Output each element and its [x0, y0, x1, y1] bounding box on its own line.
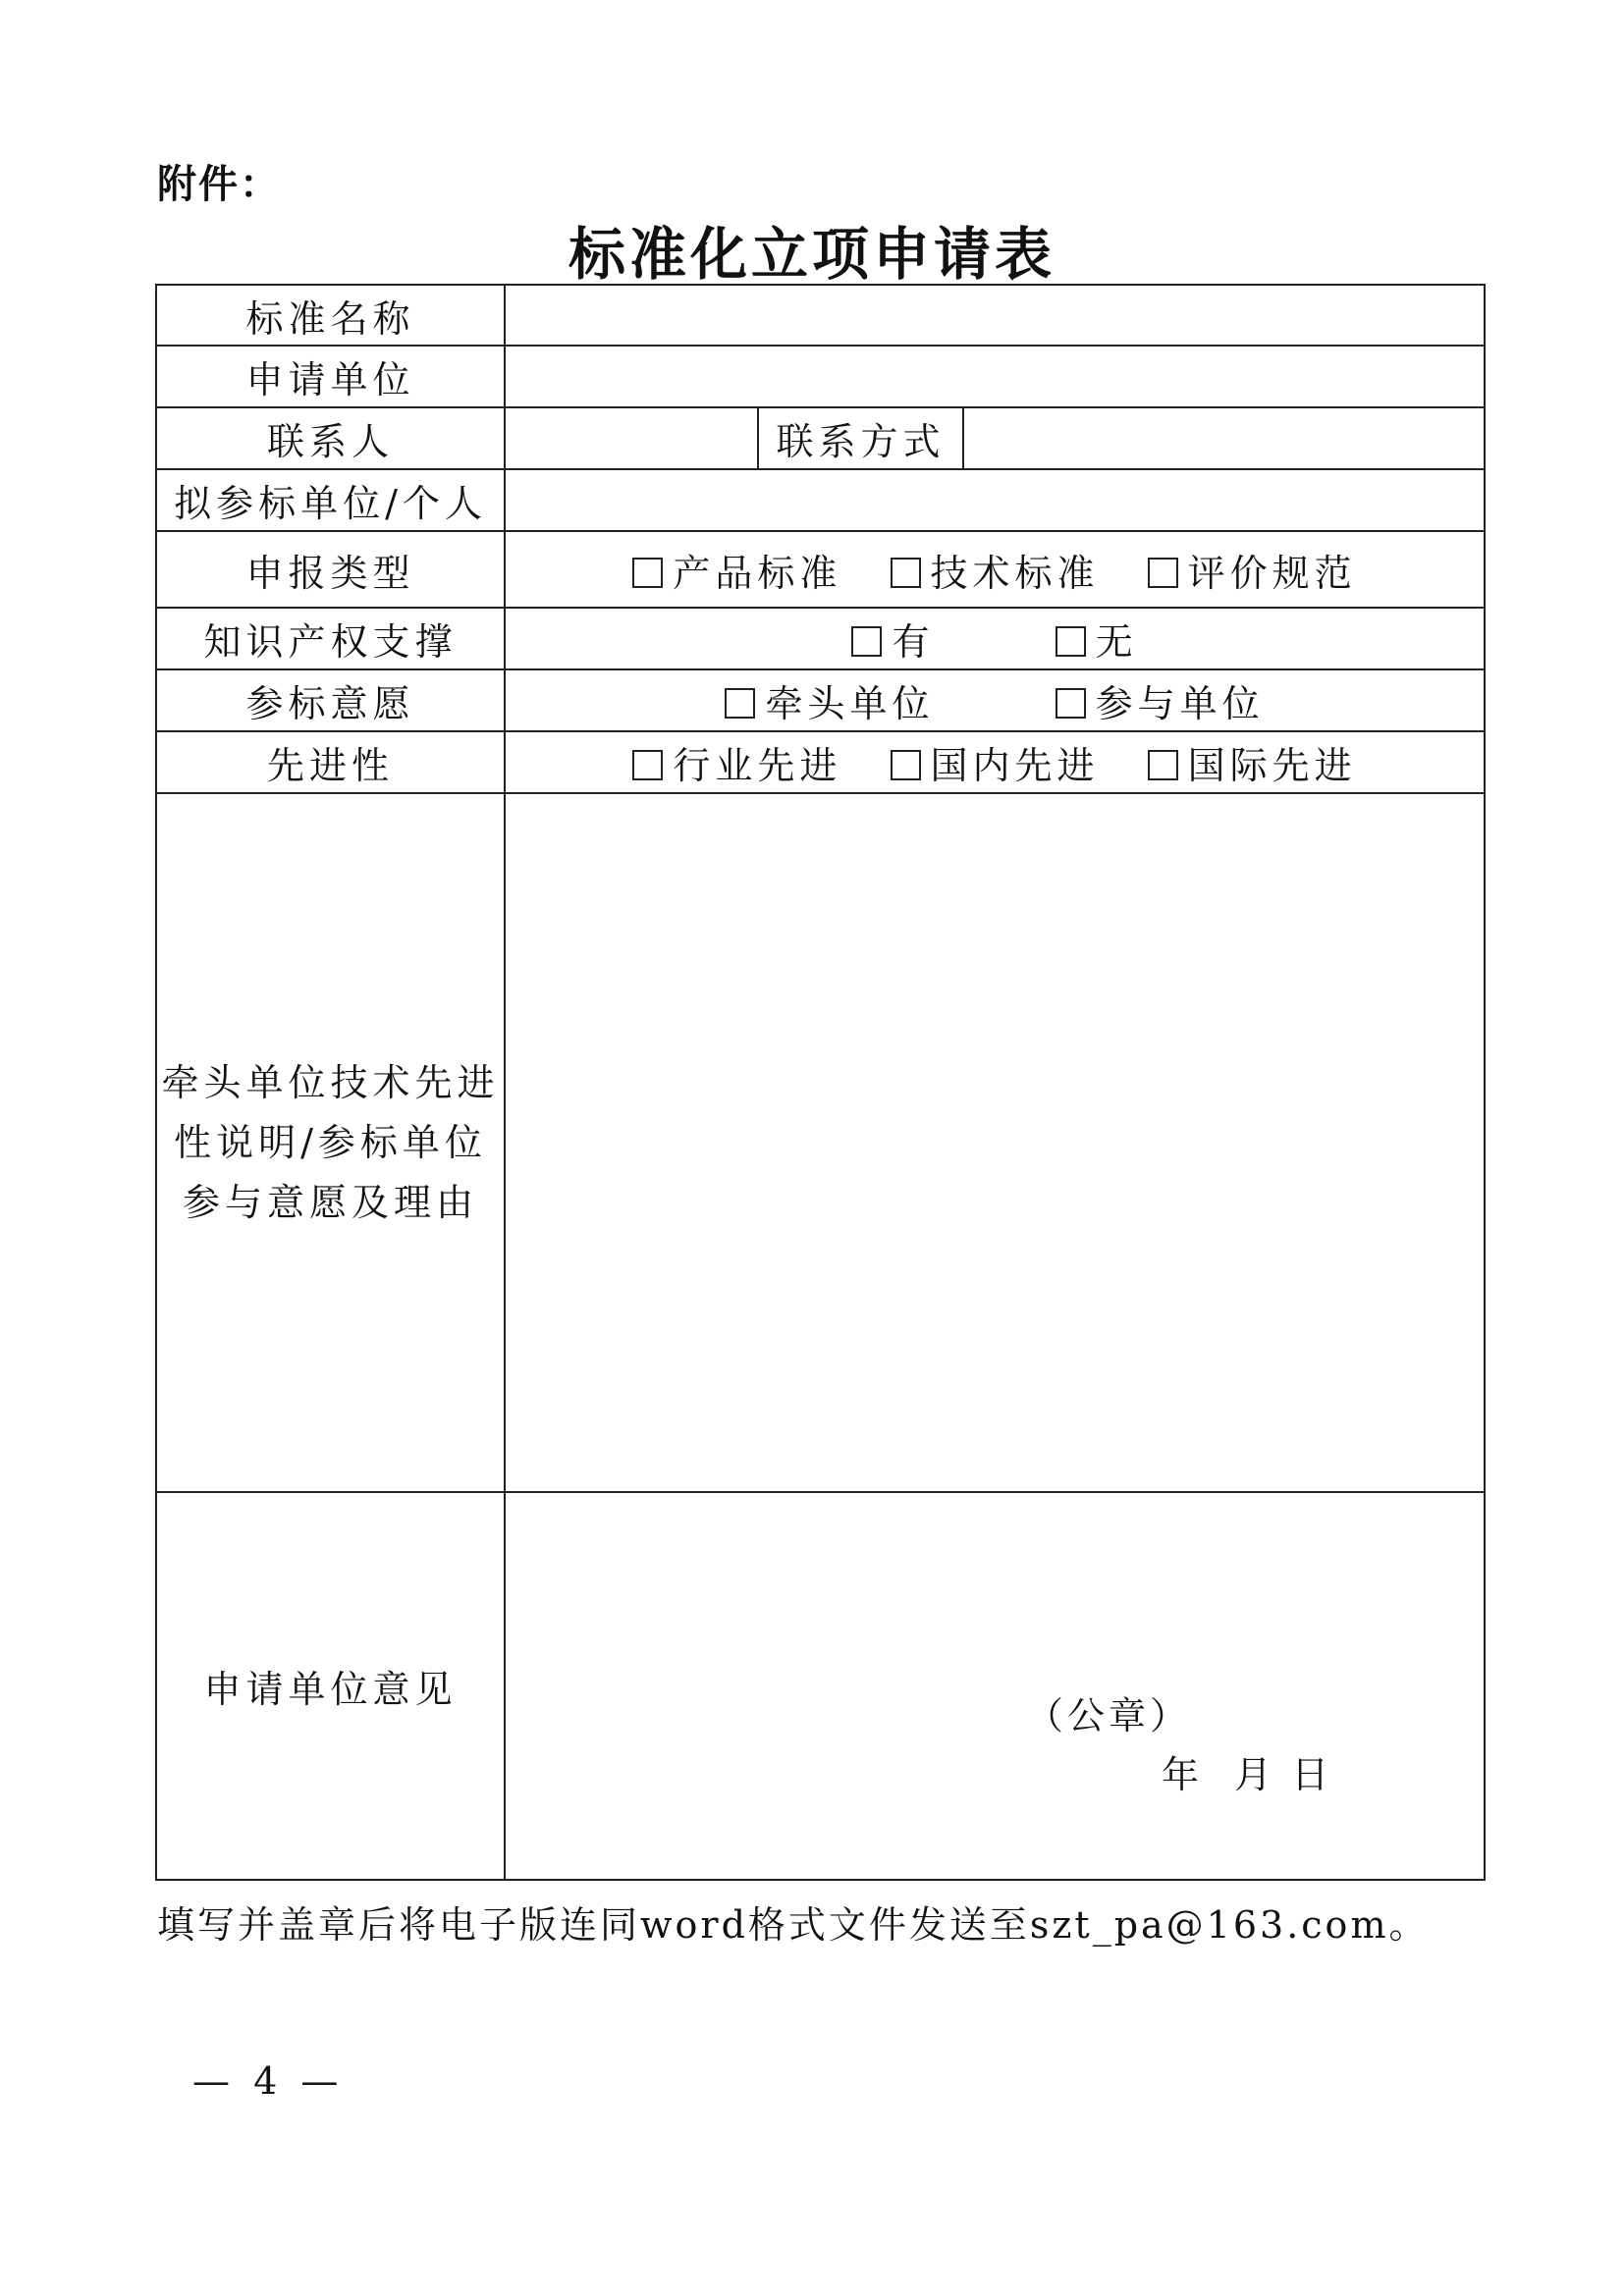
checkbox-icon[interactable]	[1148, 558, 1178, 588]
checkbox-icon[interactable]	[891, 558, 921, 588]
checkbox-icon[interactable]	[851, 626, 882, 657]
checkbox-icon[interactable]	[891, 750, 921, 780]
contact-method-field[interactable]	[963, 407, 1485, 469]
explanation-label	[156, 793, 505, 1492]
intent-options	[505, 669, 1485, 731]
attachment-label: 附件：	[157, 162, 281, 207]
ip-option-no[interactable]	[1056, 612, 1138, 666]
ip-option-yes[interactable]	[851, 612, 934, 666]
type-option-product[interactable]	[632, 543, 841, 597]
checkbox-icon[interactable]	[1148, 750, 1178, 780]
seal-placeholder: （公章）	[1026, 1694, 1192, 1737]
applicant-field[interactable]	[505, 346, 1485, 407]
row-application-type	[156, 531, 1485, 608]
row-explanation	[156, 793, 1485, 1492]
ip-option-yes-label: 有	[892, 620, 935, 664]
application-type-label: 申报类型	[156, 531, 505, 608]
row-ip-support	[156, 608, 1485, 669]
applicant-label: 申请单位	[156, 346, 505, 407]
contact-method-label: 联系方式	[758, 407, 963, 469]
intent-option-lead[interactable]	[725, 673, 934, 727]
advanced-option-international[interactable]	[1148, 735, 1357, 789]
participants-field[interactable]	[505, 469, 1485, 531]
application-type-options	[505, 531, 1485, 608]
type-option-evaluation[interactable]	[1148, 543, 1357, 597]
advanced-option-industry[interactable]	[632, 735, 841, 789]
participants-label: 拟参标单位/个人	[156, 469, 505, 531]
explanation-label-line: 牵头单位技术先进	[161, 1060, 500, 1104]
standard-name-field[interactable]	[505, 285, 1485, 346]
date-placeholder: 年 月 日	[1162, 1753, 1333, 1796]
intent-label: 参标意愿	[156, 669, 505, 731]
standard-name-label: 标准名称	[156, 285, 505, 346]
form-title: 标准化立项申请表	[568, 221, 1056, 288]
ip-support-label: 知识产权支撑	[156, 608, 505, 669]
type-option-technical-label: 技术标准	[930, 551, 1100, 595]
checkbox-icon[interactable]	[1056, 626, 1086, 657]
row-advancement	[156, 731, 1485, 793]
row-applicant	[156, 346, 1485, 407]
advanced-option-industry-label: 行业先进	[673, 744, 842, 787]
advanced-option-domestic-label: 国内先进	[930, 744, 1100, 787]
checkbox-icon[interactable]	[632, 750, 663, 780]
row-standard-name	[156, 285, 1485, 346]
applicant-opinion-field[interactable]	[505, 1492, 1485, 1880]
intent-option-lead-label: 牵头单位	[765, 682, 935, 725]
row-contact	[156, 407, 1485, 469]
intent-option-participate[interactable]	[1056, 673, 1265, 727]
row-intent	[156, 669, 1485, 731]
submission-note: 填写并盖章后将电子版连同word格式文件发送至szt_pa@163.com。	[157, 1903, 1430, 1947]
contact-person-label: 联系人	[156, 407, 505, 469]
ip-option-no-label: 无	[1095, 620, 1138, 664]
type-option-product-label: 产品标准	[673, 551, 842, 595]
application-form-table	[155, 284, 1486, 1881]
explanation-field[interactable]	[505, 793, 1485, 1492]
advanced-option-international-label: 国际先进	[1187, 744, 1357, 787]
page-number: — 4 —	[192, 2059, 345, 2103]
advancement-label: 先进性	[156, 731, 505, 793]
ip-support-options	[505, 608, 1485, 669]
applicant-opinion-label: 申请单位意见	[156, 1492, 505, 1880]
checkbox-icon[interactable]	[632, 558, 663, 588]
checkbox-icon[interactable]	[1056, 688, 1086, 719]
advanced-option-domestic[interactable]	[891, 735, 1100, 789]
row-participants	[156, 469, 1485, 531]
checkbox-icon[interactable]	[725, 688, 755, 719]
explanation-label-line: 参与意愿及理由	[182, 1180, 478, 1224]
advancement-options	[505, 731, 1485, 793]
type-option-technical[interactable]	[891, 543, 1100, 597]
type-option-evaluation-label: 评价规范	[1187, 551, 1357, 595]
row-applicant-opinion	[156, 1492, 1485, 1880]
explanation-label-line: 性说明/参标单位	[174, 1120, 487, 1164]
intent-option-participate-label: 参与单位	[1095, 682, 1265, 725]
contact-person-field[interactable]	[505, 407, 758, 469]
